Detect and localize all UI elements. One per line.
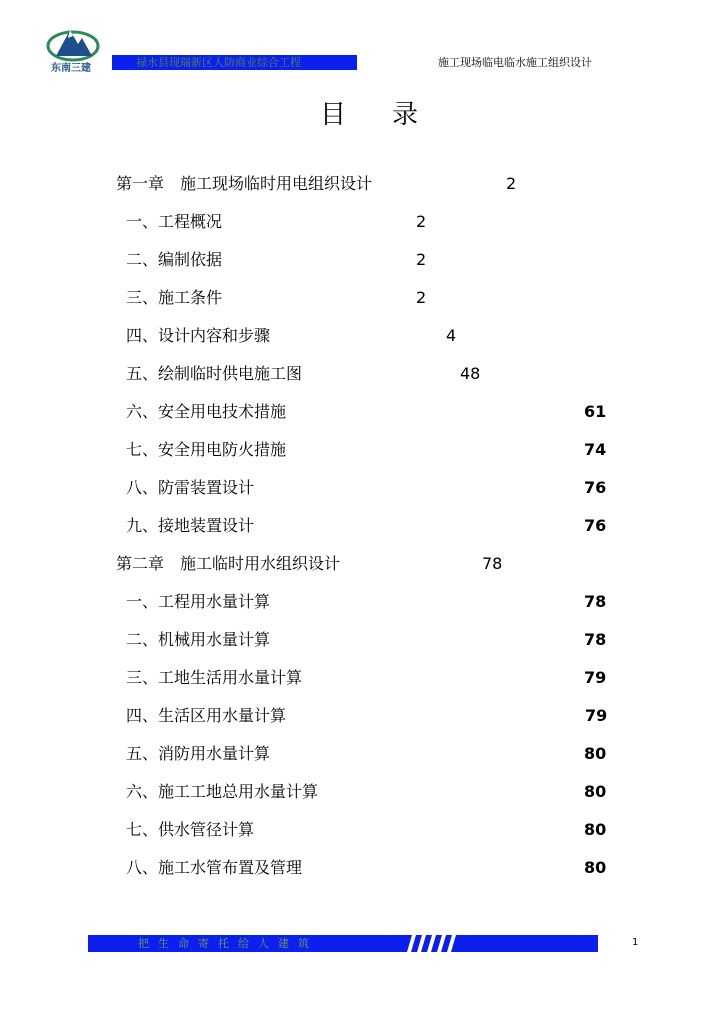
toc-page-number: 2 <box>416 212 427 231</box>
page-title: 目录 <box>320 100 465 130</box>
toc-label: 六、安全用电技术措施 <box>126 402 287 421</box>
toc-item[interactable] <box>126 820 606 840</box>
toc-page-number: 61 <box>584 402 607 421</box>
toc-page-number: 48 <box>460 364 481 383</box>
toc-label: 八、施工水管布置及管理 <box>126 858 303 877</box>
toc-page-number: 80 <box>584 782 607 801</box>
toc-page-number: 2 <box>506 174 517 193</box>
toc-label: 五、绘制临时供电施工图 <box>126 364 303 383</box>
toc-chapter-2[interactable] <box>116 554 516 574</box>
toc-item[interactable] <box>126 858 606 878</box>
toc-label: 第二章 施工临时用水组织设计 <box>116 554 341 573</box>
page-number: 1 <box>632 937 639 948</box>
toc-page-number: 79 <box>584 668 607 687</box>
toc-page-number: 76 <box>584 478 607 497</box>
toc-page-number: 78 <box>584 592 607 611</box>
toc-label: 四、生活区用水量计算 <box>126 706 287 725</box>
toc-item[interactable] <box>126 668 606 688</box>
footer-slogan: 把生命寄托给人建筑 <box>138 937 318 950</box>
toc-page-number: 2 <box>416 288 427 307</box>
toc-item[interactable] <box>126 744 606 764</box>
toc-item[interactable] <box>126 212 436 232</box>
toc-page-number: 78 <box>584 630 607 649</box>
toc-item[interactable] <box>126 364 486 384</box>
toc-page-number: 4 <box>446 326 457 345</box>
toc-label: 五、消防用水量计算 <box>126 744 271 763</box>
toc-page-number: 80 <box>584 744 607 763</box>
toc-chapter-1[interactable] <box>116 174 536 194</box>
toc-item[interactable] <box>126 250 436 270</box>
toc-label: 六、施工工地总用水量计算 <box>126 782 319 801</box>
toc-label: 七、安全用电防火措施 <box>126 440 287 459</box>
toc-item[interactable] <box>126 592 606 612</box>
header-document-title: 施工现场临电临水施工组织设计 <box>438 56 592 69</box>
toc-label: 三、工地生活用水量计算 <box>126 668 303 687</box>
toc-label: 七、供水管径计算 <box>126 820 255 839</box>
toc-label: 第一章 施工现场临时用电组织设计 <box>116 174 373 193</box>
toc-item[interactable] <box>126 478 606 498</box>
toc-page-number: 80 <box>584 820 607 839</box>
toc-item[interactable] <box>126 402 606 422</box>
toc-page-number: 79 <box>585 706 608 725</box>
toc-item[interactable] <box>126 440 606 460</box>
toc-page-number: 76 <box>584 516 607 535</box>
toc-page-number: 78 <box>482 554 503 573</box>
toc-page-number: 2 <box>416 250 427 269</box>
toc-label: 一、工程概况 <box>126 212 223 231</box>
toc-label: 八、防雷装置设计 <box>126 478 255 497</box>
toc-item[interactable] <box>126 326 466 346</box>
toc-label: 二、机械用水量计算 <box>126 630 271 649</box>
toc-item[interactable] <box>126 630 606 650</box>
toc-item[interactable] <box>126 288 436 308</box>
footer-stripes-decoration <box>403 935 459 952</box>
toc-label: 二、编制依据 <box>126 250 223 269</box>
header-project-name: 禄水县现瑞新区人防商业综合工程 <box>136 56 301 69</box>
toc-label: 四、设计内容和步骤 <box>126 326 271 345</box>
toc-item[interactable] <box>126 782 606 802</box>
toc-label: 一、工程用水量计算 <box>126 592 271 611</box>
toc-label: 三、施工条件 <box>126 288 223 307</box>
logo-text: 东南三建 <box>51 63 91 74</box>
toc-label: 九、接地装置设计 <box>126 516 255 535</box>
toc-item[interactable] <box>126 706 606 726</box>
toc-page-number: 80 <box>584 858 607 877</box>
toc-item[interactable] <box>126 516 606 536</box>
toc-page-number: 74 <box>584 440 607 459</box>
